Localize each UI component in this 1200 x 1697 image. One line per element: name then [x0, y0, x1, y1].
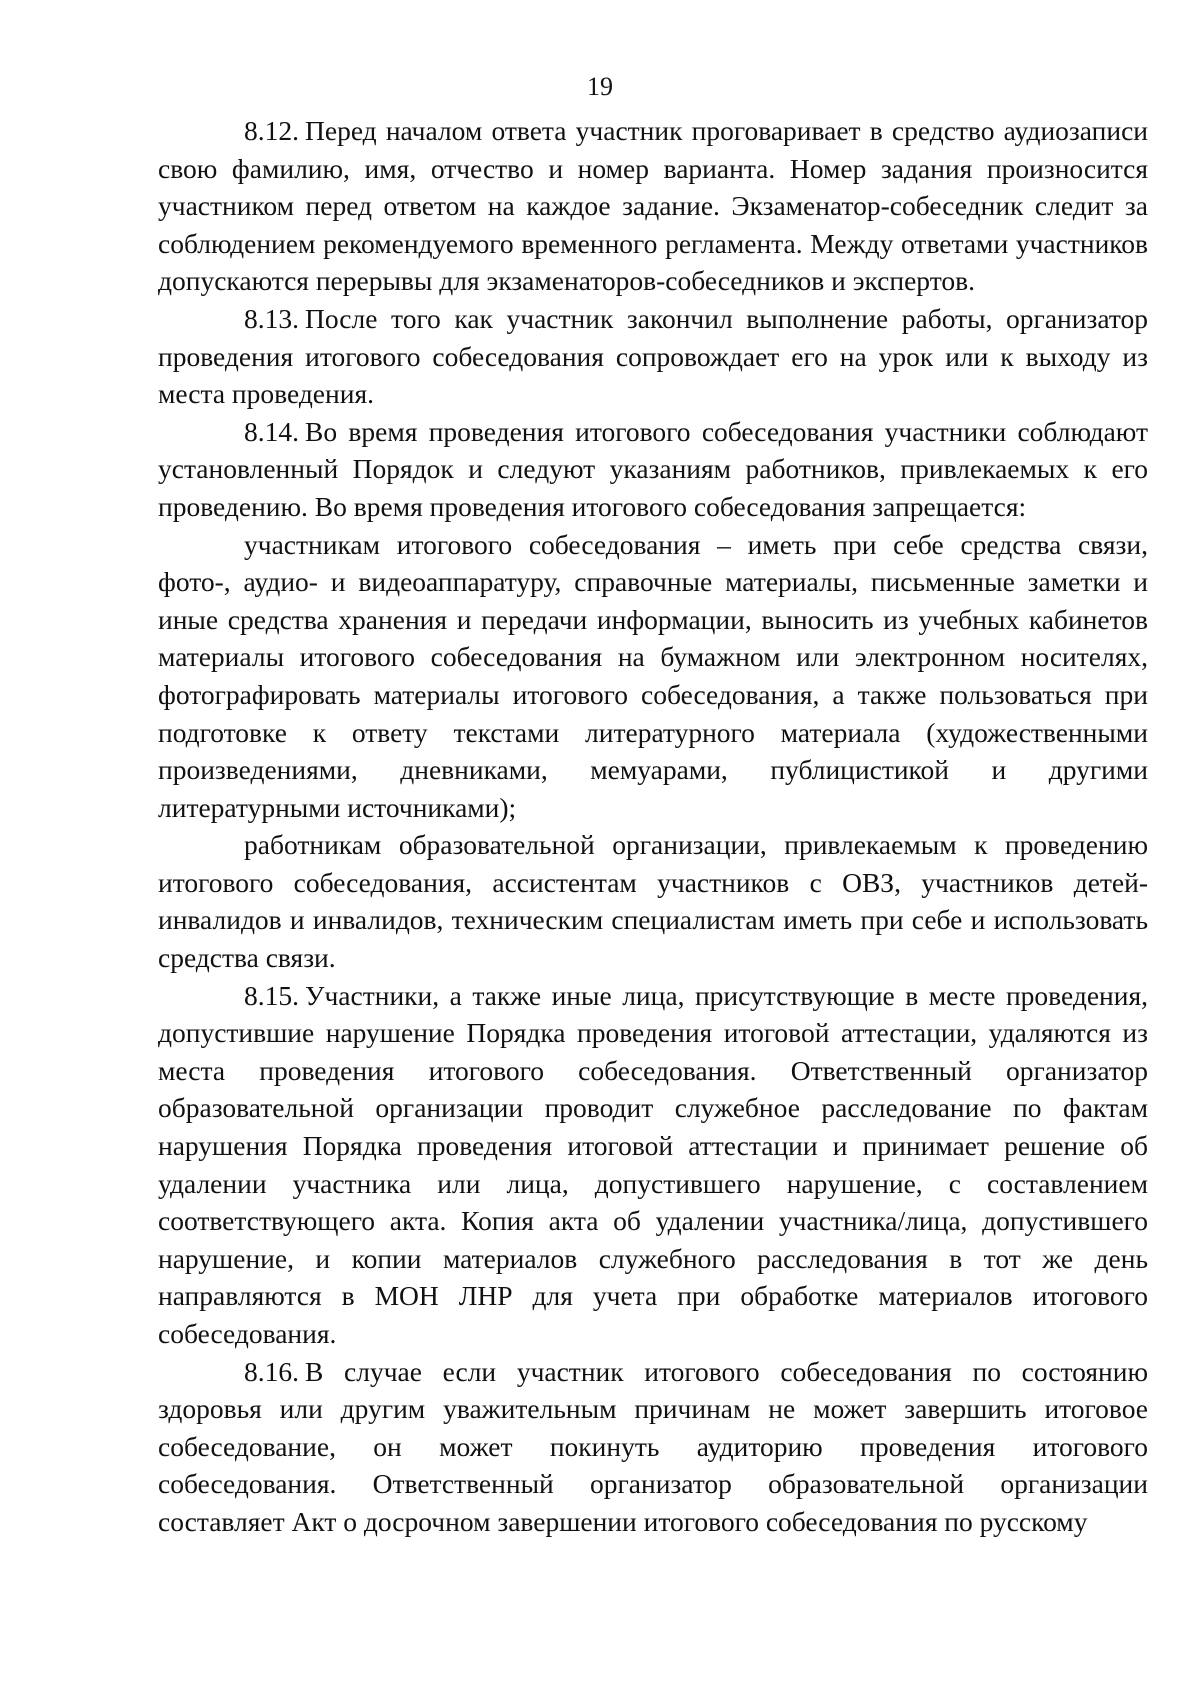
- paragraph-text: работникам образовательной организации, привлекаемым к проведению итогового собеседования, ассистентам участников с ОВЗ, участников детей-инвалидов и инвалидов, техническим специалистам иметь при себе и использовать средства связи.: [158, 829, 1148, 974]
- paragraph-text: участникам итогового собеседования – иметь при себе средства связи, фото-, аудио- и видеоаппаратуру, справочные материалы, письменные заметки и иные средства хранения и передачи информации, выносить из учебных кабинетов материалы итогового собеседования на бумажном или электронном носителях, фотографировать материалы итогового собеседования, а также пользоваться при подготовке к ответу текстами литературного материала (художественными произведениями, дневниками, мемуарами, публицистикой и другими литературными источниками);: [158, 528, 1148, 823]
- paragraph-text: В случае если участник итогового собеседования по состоянию здоровья или другим уважительным причинам не может завершить итоговое собеседование, он может покинуть аудиторию проведения итогового собеседования. Ответственный организатор образовательной организации составляет Акт о досрочном завершении итогового собеседования по русскому: [158, 1355, 1148, 1537]
- paragraph-number: 8.15.: [244, 979, 299, 1011]
- paragraph-8-13: [158, 300, 1148, 413]
- document-body: [158, 112, 1148, 1541]
- paragraph-text: После того как участник закончил выполнение работы, организатор проведения итогового собеседования сопровождает его на урок или к выходу из места проведения.: [158, 302, 1148, 410]
- paragraph-number: 8.16.: [244, 1355, 299, 1387]
- paragraph-text: Во время проведения итогового собеседования участники соблюдают установленный Порядок и следуют указаниям работников, привлекаемых к его проведению. Во время проведения итогового собеседования запрещается:: [158, 415, 1148, 522]
- page-number: 19: [587, 72, 613, 101]
- paragraph-number: 8.14.: [244, 415, 299, 447]
- paragraph-number: 8.13.: [244, 302, 299, 334]
- paragraph-8-14: [158, 413, 1148, 526]
- paragraph-text: Перед началом ответа участник проговаривает в средство аудиозаписи свою фамилию, имя, отчество и номер варианта. Номер задания произносится участником перед ответом на каждое задание. Экзаменатор-собеседник следит за соблюдением рекомендуемого временного регламента. Между ответами участников допускаются перерывы для экзаменаторов-собеседников и экспертов.: [158, 115, 1148, 297]
- paragraph-text: Участники, а также иные лица, присутствующие в месте проведения, допустившие нарушение Порядка проведения итоговой аттестации, удаляются из места проведения итогового собеседования. Ответственный организатор образовательной организации проводит служебное расследование по фактам нарушения Порядка проведения итоговой аттестации и принимает решение об удалении участника или лица, допустившего нарушение, с составлением соответствующего акта. Копия акта об удалении участника/лица, допустившего нарушение, и копии материалов служебного расследования в тот же день направляются в МОН ЛНР для учета при обработке материалов итогового собеседования.: [158, 979, 1148, 1349]
- paragraph-staff-prohibitions: [158, 826, 1148, 976]
- paragraph-participants-prohibitions: [158, 526, 1148, 827]
- paragraph-8-16: [158, 1353, 1148, 1541]
- paragraph-number: 8.12.: [244, 115, 299, 146]
- paragraph-8-15: [158, 977, 1148, 1353]
- paragraph-8-12: [158, 112, 1148, 300]
